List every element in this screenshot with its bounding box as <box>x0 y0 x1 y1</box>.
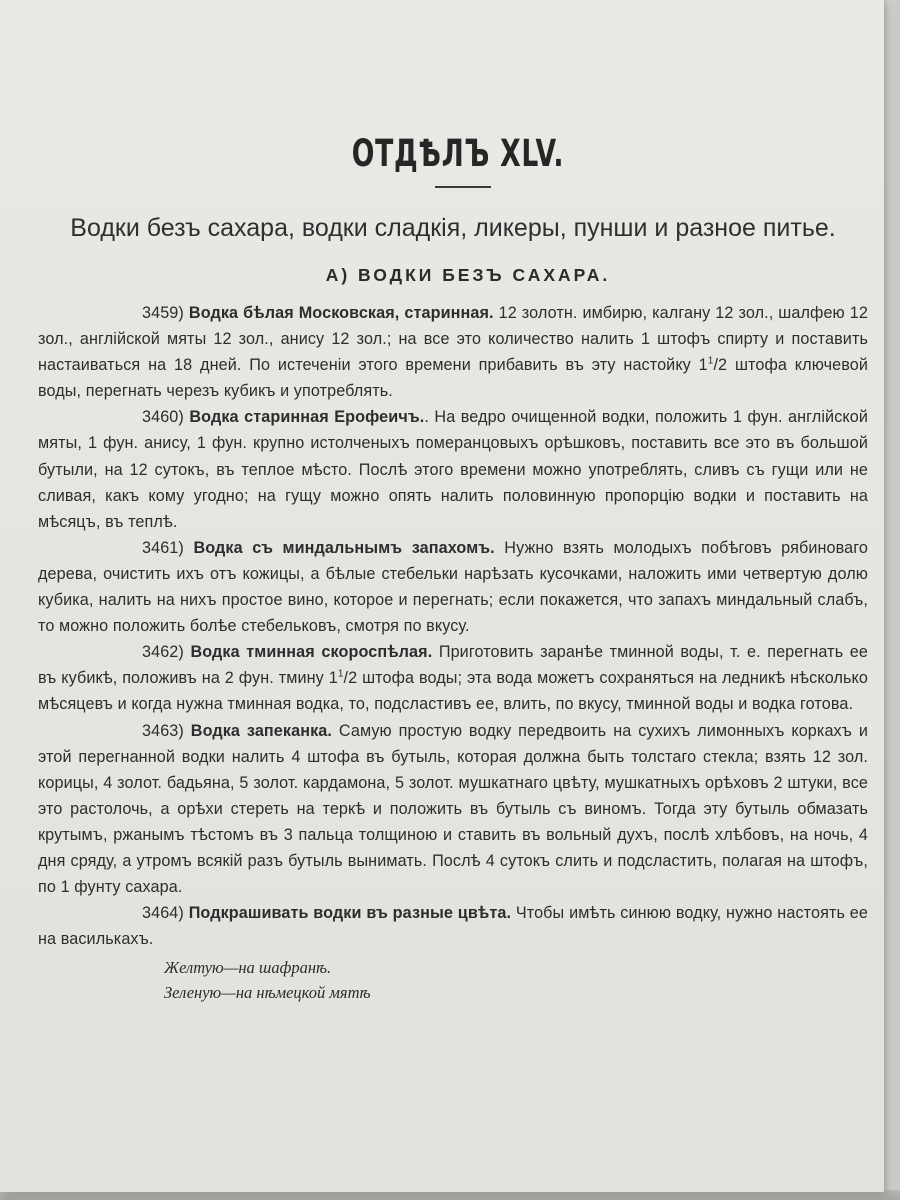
recipe-number: 3462) <box>142 643 184 662</box>
section-title: ОТДѢЛЪ XLV. <box>351 132 565 175</box>
color-list <box>164 956 868 1005</box>
recipe-body: Чтобы имѣть синюю водку, нужно настоять ее на василькахъ. <box>38 904 868 949</box>
recipe-body: Нужно взять молодыхъ побѣговъ рябиноваго дерева, очистить ихъ отъ кожицы, а бѣлые стебельки нарѣзать кусочками, наложить ими четвертую долю кубика, налить на нихъ простое вино, которое и перегнать; если покажется, что запахъ миндальный слабъ, то можно положить болѣе стебельковъ, смотря по вкусу. <box>38 538 868 636</box>
fraction-denominator: /2 <box>343 669 358 688</box>
recipe-number: 3460) <box>142 408 184 427</box>
page-edge <box>882 0 900 1200</box>
color-line-green: Зеленую—на нѣмецкой мятѣ <box>164 982 371 1002</box>
recipe-number: 3459) <box>142 304 184 322</box>
recipe-body: Приготовить заранѣе тминной воды, т. е. перегнать ее въ кубикѣ, положивъ на 2 фун. тмину 1 <box>38 643 868 688</box>
recipe-3464 <box>38 900 868 952</box>
recipe-number: 3461) <box>142 538 184 557</box>
recipe-3462 <box>38 639 868 717</box>
fraction-numerator: 1 <box>337 668 344 680</box>
recipe-body: 12 золотн. имбирю, калгану 12 зол., шалфею 12 зол., англійской мяты 12 зол., анису 12 зол.; на все это количество налить 1 штофъ спирту и поставить настаиваться на 18 дней. По истеченіи этого времени прибавить въ эту настойку 1 <box>38 304 868 375</box>
recipe-number: 3463) <box>142 721 184 740</box>
fraction-numerator: 1 <box>707 355 714 367</box>
recipe-body-continued: штофа воды; эта вода можетъ сохраняться на ледникѣ нѣсколько мѣсяцевъ и когда нужна тминная водка, то, подсластивъ ее, влить, по вкусу, тминной воды и водка готова. <box>38 669 868 714</box>
recipe-number: 3464) <box>142 904 184 923</box>
color-line-yellow: Желтую—на шафранѣ. <box>164 958 332 978</box>
chapter-subtitle: Водки безъ сахара, водки сладкія, ликеры, пунши и разное питье. <box>70 214 836 242</box>
title-rule <box>435 186 491 188</box>
recipe-3460 <box>38 404 868 534</box>
recipe-title: Подкрашивать водки въ разные цвѣта. <box>188 904 512 923</box>
recipe-title: Водка запеканка. <box>190 721 332 740</box>
recipe-title: Водка тминная скороспѣлая. <box>190 643 433 662</box>
page-content <box>38 130 868 1005</box>
subsection-heading: А) ВОДКИ БЕЗЪ САХАРА. <box>325 265 611 285</box>
recipe-3459 <box>38 300 868 404</box>
recipe-body: . На ведро очищенной водки, положить 1 фун. англійской мяты, 1 фун. анису, 1 фун. крупно истолченыхъ померанцовыхъ орѣшковъ, поставить все это въ большой бутыли, на 12 сутокъ, въ теплое мѣсто. Послѣ этого времени можно употреблять, сливъ съ гущи или не сливая, какъ кому угодно; на гущу можно опять налить половинную пропорцію водки и поставить на мѣсяцъ, въ теплѣ. <box>38 408 868 531</box>
recipe-body: Самую простую водку передвоить на сухихъ лимонныхъ коркахъ и этой перегнанной водки налить 4 штофа въ бутыль, которая должна быть толстаго стекла; взять 12 зол. корицы, 4 золот. бадьяна, 5 золот. кардамона, 5 золот. мушкатнаго цвѣту, мушкатныхъ орѣховъ 2 штуки, все это растолочь, а орѣхи стереть на теркѣ и положить въ бутыль съ виномъ. Тогда эту бутыль обмазать крутымъ, ржанымъ тѣстомъ въ 3 пальца толщиною и ставить въ вольный духъ, послѣ хлѣбовъ, на ночь, 4 дня сряду, а утромъ всякій разъ бутыль вынимать. Послѣ 4 сутокъ слить и подсластить, полагая на штофъ, по 1 фунту сахара. <box>38 721 868 897</box>
recipe-title: Водка старинная Ерофеичъ. <box>189 408 425 427</box>
recipe-3463 <box>38 718 868 901</box>
recipe-title: Водка бѣлая Московская, старинная. <box>188 304 494 322</box>
recipe-3461 <box>38 535 868 639</box>
recipe-title: Водка съ миндальнымъ запахомъ. <box>193 538 495 557</box>
recipe-body-continued: штофа ключевой воды, перегнать черезъ кубикъ и употреблять. <box>38 356 868 401</box>
fraction-denominator: /2 <box>713 356 728 375</box>
